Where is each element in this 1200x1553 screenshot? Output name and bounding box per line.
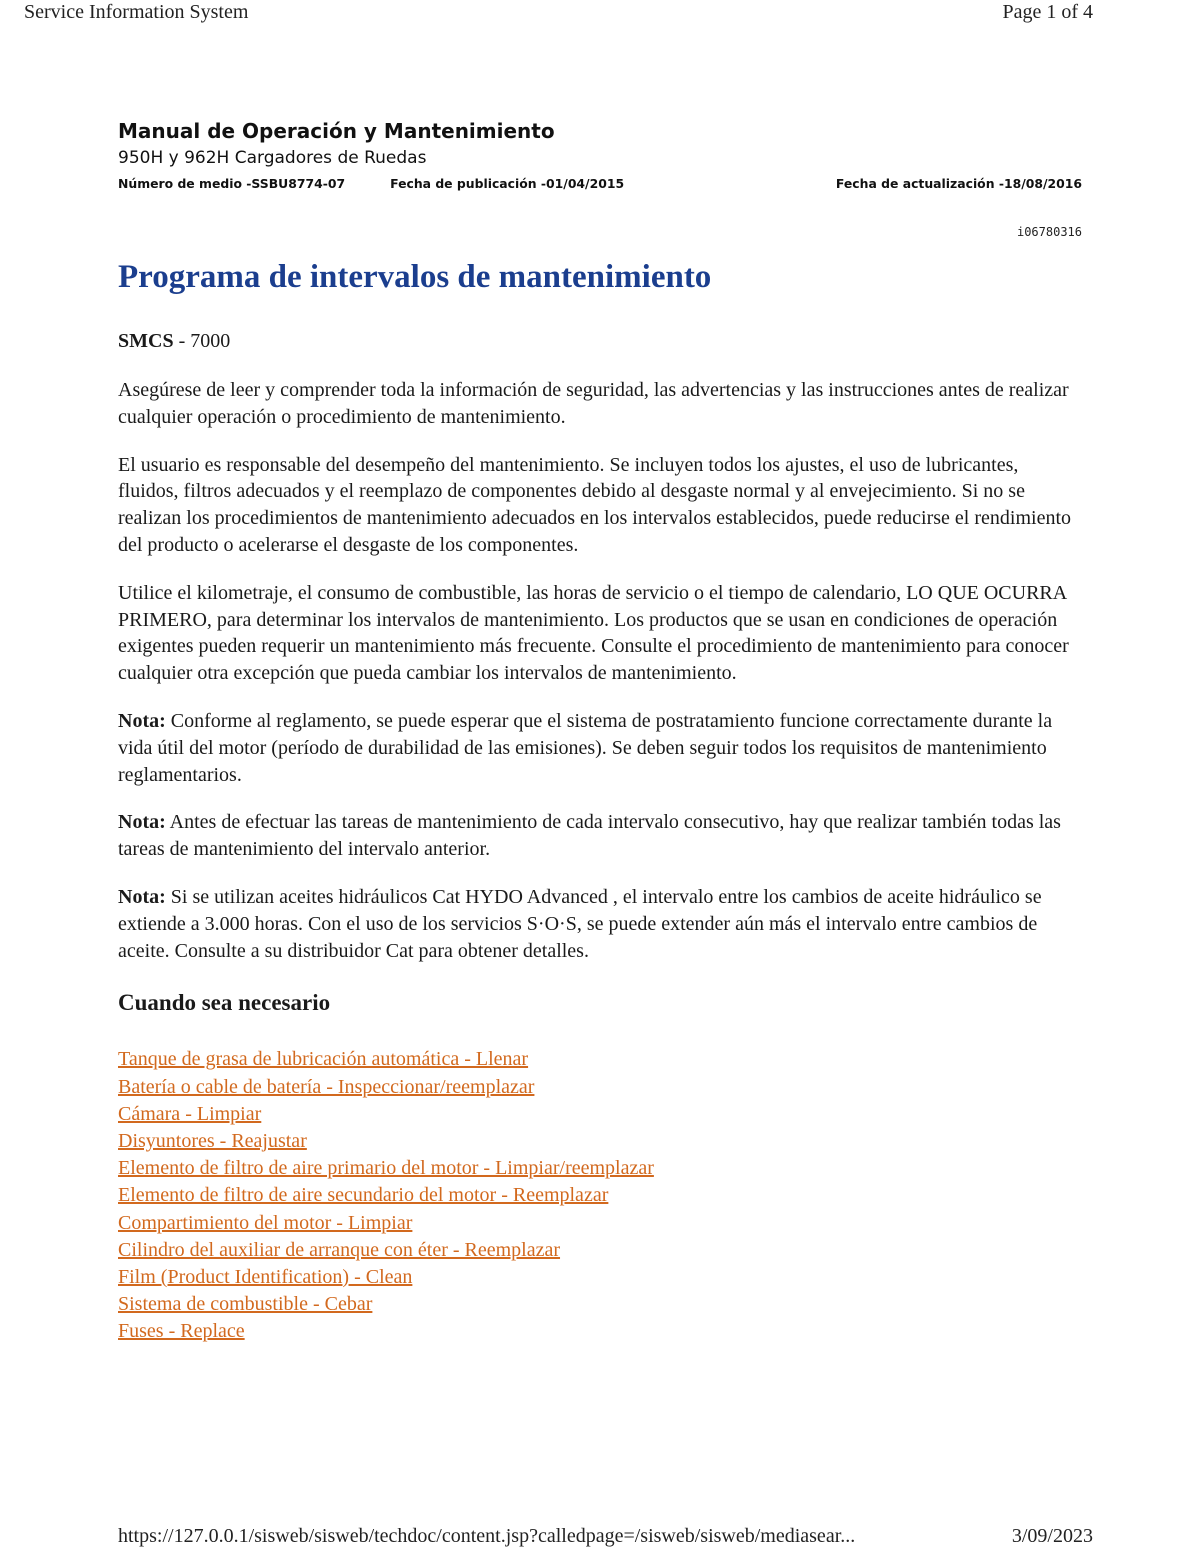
paragraph: El usuario es responsable del desempeño del mantenimiento. Se incluyen todos los ajustes, el uso de lubricantes, fluidos, filtros adecuados y el reemplazo de componentes debido al desgaste normal y al envejecimiento. Si no se realizan los procedimientos de mantenimiento adecuados en los intervalos establecidos, puede reducirse el rendimiento del producto o acelerarse el desgaste de los componentes. [118, 453, 1072, 556]
footer-date: 3/09/2023 [1011, 1525, 1093, 1547]
maintenance-link[interactable]: Compartimiento del motor - Limpiar [118, 1211, 413, 1234]
update-date: Fecha de actualización -18/08/2016 [835, 176, 1082, 191]
header-page-number: Page 1 of 4 [1002, 1, 1093, 23]
maintenance-link[interactable]: Fuses - Replace [118, 1320, 245, 1343]
publication-date: Fecha de publicación -01/04/2015 [390, 176, 625, 191]
footer-url: https://127.0.0.1/sisweb/sisweb/techdoc/content.jsp?calledpage=/sisweb/sisweb/mediasear... [118, 1525, 856, 1547]
list-item [118, 1074, 1082, 1101]
list-item [118, 1101, 1082, 1128]
list-item [118, 1046, 1082, 1073]
document-body [118, 116, 1082, 1346]
media-number: Número de medio -SSBU8774-07 [118, 176, 346, 191]
note-label: Nota: [118, 709, 166, 732]
document-meta [118, 176, 1082, 191]
maintenance-link-list [118, 1046, 1082, 1345]
maintenance-link[interactable]: Cilindro del auxiliar de arranque con éter - Reemplazar [118, 1238, 561, 1261]
list-item [118, 1318, 1082, 1345]
list-item [118, 1128, 1082, 1155]
document-id: i06780316 [1016, 225, 1082, 239]
note-paragraph [118, 708, 1082, 788]
page-title: Programa de intervalos de mantenimiento [118, 259, 712, 295]
paragraph: Asegúrese de leer y comprender toda la información de seguridad, las advertencias y las instrucciones antes de realizar cualquier operación o procedimiento de mantenimiento. [118, 379, 1069, 428]
list-item [118, 1291, 1082, 1318]
maintenance-link[interactable]: Film (Product Identification) - Clean [118, 1265, 413, 1288]
maintenance-link[interactable]: Batería o cable de batería - Inspeccionar/reemplazar [118, 1075, 535, 1098]
manual-subtitle: 950H y 962H Cargadores de Ruedas [118, 148, 427, 168]
maintenance-link[interactable]: Tanque de grasa de lubricación automática - Llenar [118, 1048, 529, 1071]
note-paragraph [118, 809, 1082, 863]
note-text: Antes de efectuar las tareas de mantenimiento de cada intervalo consecutivo, hay que realizar también todas las tareas de mantenimiento del intervalo anterior. [118, 811, 1061, 861]
smcs-label: SMCS [118, 330, 174, 352]
maintenance-link[interactable]: Cámara - Limpiar [118, 1102, 262, 1125]
list-item [118, 1210, 1082, 1237]
note-text: Conforme al reglamento, se puede esperar que el sistema de postratamiento funcione correctamente durante la vida útil del motor (período de durabilidad de las emisiones). Se deben seguir todos los requisitos de mantenimiento reglamentarios. [118, 709, 1053, 786]
note-paragraph [118, 884, 1082, 964]
paragraph: Utilice el kilometraje, el consumo de combustible, las horas de servicio o el tiempo de calendario, LO QUE OCURRA PRIMERO, para determinar los intervalos de mantenimiento. Los productos que se usan en condiciones de operación exigentes pueden requerir un mantenimiento más frecuente. Consulte el procedimiento de mantenimiento para conocer cualquier otra excepción que pueda cambiar los intervalos de mantenimiento. [118, 581, 1069, 685]
note-label: Nota: [118, 811, 166, 834]
list-item [118, 1155, 1082, 1182]
maintenance-link[interactable]: Elemento de filtro de aire primario del motor - Limpiar/reemplazar [118, 1157, 654, 1180]
section-title: Cuando sea necesario [118, 990, 331, 1016]
maintenance-link[interactable]: Disyuntores - Reajustar [118, 1129, 307, 1152]
smcs-value: - 7000 [173, 330, 231, 352]
maintenance-link[interactable]: Elemento de filtro de aire secundario del motor - Reemplazar [118, 1184, 609, 1207]
list-item [118, 1237, 1082, 1264]
manual-title: Manual de Operación y Mantenimiento [118, 119, 555, 143]
list-item [118, 1182, 1082, 1209]
note-text: Si se utilizan aceites hidráulicos Cat HYDO Advanced , el intervalo entre los cambios de aceite hidráulico se extiende a 3.000 horas. Con el uso de los servicios S·O·S, se puede extender aún más el intervalo entre cambios de aceite. Consulte a su distribuidor Cat para obtener detalles. [118, 885, 1042, 962]
note-label: Nota: [118, 885, 166, 908]
maintenance-link[interactable]: Sistema de combustible - Cebar [118, 1293, 373, 1316]
smcs-code [118, 330, 1082, 353]
list-item [118, 1264, 1082, 1291]
header-system-name: Service Information System [24, 1, 249, 23]
